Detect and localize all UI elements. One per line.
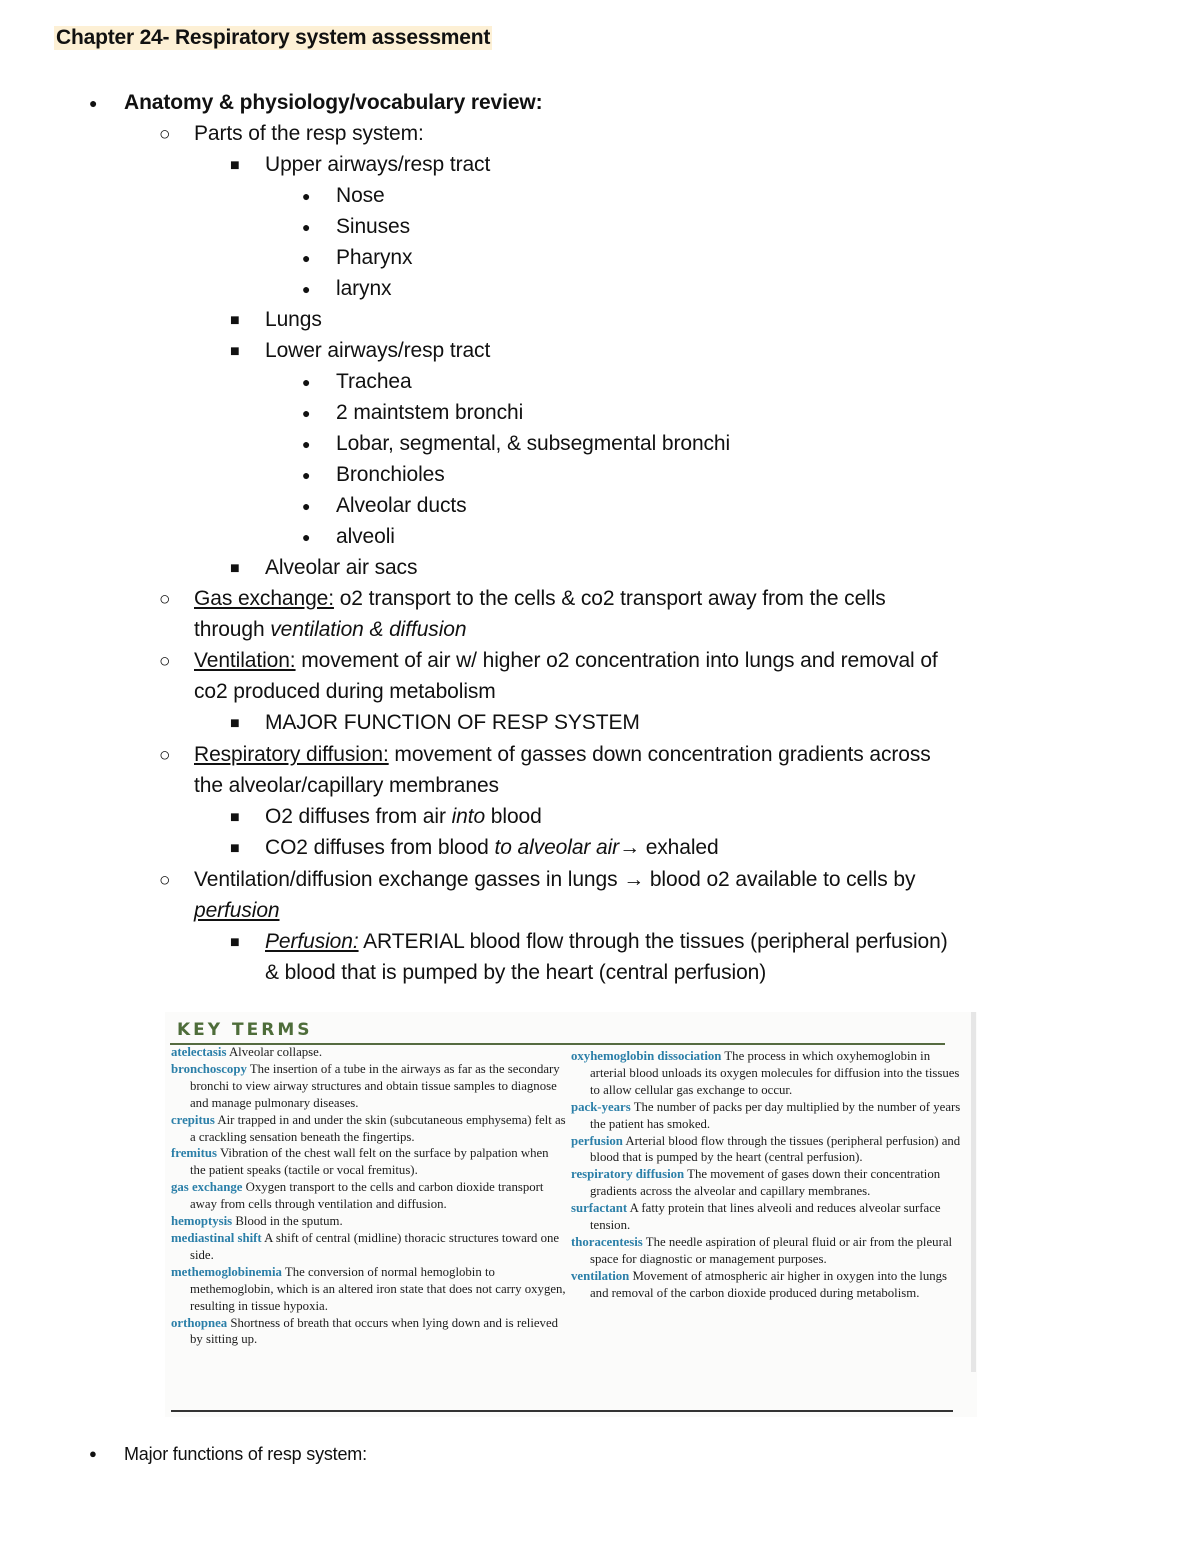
diffusion-term: Respiratory diffusion: [194,743,389,766]
alveolar-sacs-label: Alveolar air sacs [265,556,418,579]
key-term-definition: Oxygen transport to the cells and carbon dioxide transport away from cells through ventilation and diffusion. [190,1180,544,1212]
key-term-entry [571,1200,966,1234]
list-item: alveoli [336,525,395,548]
bullet-marker: ■ [230,157,240,174]
key-term-entry [171,1061,566,1112]
key-term-entry [571,1133,966,1167]
note-text: blood [485,805,542,828]
key-term-definition: The needle aspiration of pleural fluid or air from the pleural space for diagnostic or management purposes. [590,1234,953,1266]
key-term-entry [571,1099,966,1133]
key-term-definition: A fatty protein that lines alveoli and reduces alveolar surface tension. [590,1201,941,1233]
perfusion-word: perfusion [194,899,280,922]
note-emphasis: into [451,805,486,828]
note-text: O2 diffuses from air [265,805,452,828]
list-item: Nose [336,184,385,207]
definition-text: ARTERIAL blood flow through the tissues (peripheral perfusion) [358,930,948,953]
key-term-definition: The insertion of a tube in the airways as far as the secondary bronchi to view airway structures and obtain tissue samples to diagnose and manage pulmonary diseases. [190,1061,560,1110]
key-term-definition: Blood in the sputum. [235,1214,343,1229]
bullet-marker: ● [89,1446,97,1461]
bullet-marker: ○ [159,124,171,145]
list-item: Sinuses [336,215,411,238]
key-term-word: surfactant [571,1201,628,1216]
bullet-marker: ■ [230,312,240,329]
key-term-entry [171,1179,566,1213]
major-functions-label: Major functions of resp system: [124,1444,367,1464]
bullet-marker: ● [302,405,311,421]
bullet-marker: ○ [159,651,171,672]
list-item: 2 maintstem bronchi [336,401,524,424]
key-term-entry [171,1044,566,1061]
bullet-marker: ○ [159,589,171,610]
key-term-entry [571,1268,966,1302]
ventilation-definition-cont: co2 produced during metabolism [194,680,496,703]
page-title: Chapter 24- Respiratory system assessment [56,26,491,49]
gas-exchange-term: Gas exchange: [194,587,334,610]
bullet-marker: ● [302,188,311,204]
key-term-entry [171,1112,566,1146]
key-terms-right-column [571,1048,966,1302]
key-term-entry [171,1213,566,1230]
section-heading: Anatomy & physiology/vocabulary review: [124,91,543,114]
perfusion-term: Perfusion: [265,930,359,953]
key-term-word: respiratory diffusion [571,1167,685,1182]
bullet-marker: ■ [230,840,240,857]
key-terms-heading: KEY TERMS [177,1020,313,1040]
key-term-definition: The movement of gases down their concentration gradients across the alveolar and capillary membranes. [590,1167,941,1199]
gas-exchange-definition [194,583,886,614]
o2-diffusion-note [265,801,542,832]
key-term-word: bronchoscopy [171,1061,247,1076]
key-term-word: ventilation [571,1268,630,1283]
key-term-definition: Alveolar collapse. [228,1045,323,1059]
key-term-word: oxyhemoglobin dissociation [571,1049,722,1063]
key-term-entry [571,1234,966,1268]
definition-text: o2 transport to the cells & co2 transport away from the cells [333,587,886,610]
bullet-marker: ■ [230,715,240,732]
note-emphasis: to alveolar air [494,836,620,859]
bullet-marker: ● [302,467,311,483]
note-text: → exhaled [619,836,719,859]
list-item: larynx [336,277,392,300]
key-term-word: hemoptysis [171,1214,233,1229]
list-item: Pharynx [336,246,413,269]
lower-airways-label: Lower airways/resp tract [265,339,491,362]
bullet-marker: ■ [230,560,240,577]
diffusion-definition [194,739,931,770]
bullet-marker: ○ [159,745,171,766]
key-term-word: fremitus [171,1146,217,1161]
gas-exchange-definition-cont [194,614,466,645]
perfusion-definition-cont: & blood that is pumped by the heart (central perfusion) [265,961,767,984]
list-item: Trachea [336,370,412,393]
major-function-note: MAJOR FUNCTION OF RESP SYSTEM [265,711,640,734]
key-term-definition: A shift of central (midline) thoracic structures toward one side. [190,1230,560,1262]
key-term-definition: The number of packs per day multiplied by the number of years the patient has smoked. [590,1099,961,1131]
scan-edge [971,1012,976,1372]
key-term-word: pack-years [571,1099,631,1114]
key-term-entry [571,1166,966,1200]
key-term-definition: Air trapped in and under the skin (subcutaneous emphysema) felt as a crackling sensation beneath the fingertips. [190,1112,566,1144]
co2-diffusion-note [265,832,719,863]
key-term-word: atelectasis [171,1045,227,1059]
key-term-definition: Arterial blood flow through the tissues (peripheral perfusion) and blood that is pumped by the heart (central perfusion). [590,1133,961,1165]
bullet-marker: ● [302,281,311,297]
bullet-marker: ● [302,498,311,514]
key-terms-left-column [171,1044,566,1348]
bullet-marker: ● [302,250,311,266]
key-term-entry [171,1230,566,1264]
key-term-entry [571,1048,966,1099]
definition-text: through [194,618,271,641]
parts-label: Parts of the resp system: [194,122,424,145]
key-term-word: thoracentesis [571,1234,643,1249]
bullet-marker: ■ [230,934,240,951]
key-term-word: methemoglobinemia [171,1264,282,1279]
key-term-definition: Movement of atmospheric air higher in oxygen into the lungs and removal of the carbon dioxide produced during metabolism. [590,1268,948,1300]
divider [171,1410,953,1412]
key-term-word: perfusion [571,1133,623,1148]
bullet-marker: ● [302,529,311,545]
bullet-marker: ■ [230,809,240,826]
key-term-word: crepitus [171,1112,215,1127]
ventilation-definition [194,645,938,676]
bullet-marker: ● [89,95,98,111]
bullet-marker: ● [302,219,311,235]
key-term-entry [171,1315,566,1349]
key-term-word: gas exchange [171,1180,243,1195]
perfusion-definition [265,926,948,957]
key-term-word: mediastinal shift [171,1230,262,1245]
ventilation-term: Ventilation: [194,649,296,672]
key-term-definition: The conversion of normal hemoglobin to methemoglobin, which is an altered iron state that does not carry oxygen, resulting in tissue hypoxia. [190,1264,566,1313]
list-item: Bronchioles [336,463,445,486]
definition-text: movement of air w/ higher o2 concentration into lungs and removal of [295,649,938,672]
bullet-marker: ● [302,436,311,452]
key-term-definition: Vibration of the chest wall felt on the surface by palpation when the patient speaks (tactile or vocal fremitus). [190,1146,549,1178]
key-term-entry [171,1145,566,1179]
list-item: Alveolar ducts [336,494,467,517]
vent-diffusion-line: Ventilation/diffusion exchange gasses in lungs → blood o2 available to cells by [194,868,916,891]
key-terms-image [165,1012,977,1417]
lungs-label: Lungs [265,308,322,331]
note-text: CO2 diffuses from blood [265,836,495,859]
diffusion-definition-cont: the alveolar/capillary membranes [194,774,499,797]
key-term-entry [171,1264,566,1315]
upper-airways-label: Upper airways/resp tract [265,153,491,176]
definition-text: movement of gasses down concentration gradients across [388,743,931,766]
key-term-word: orthopnea [171,1315,228,1330]
key-term-definition: The process in which oxyhemoglobin in arterial blood unloads its oxygen molecules for diffusion into the tissues to allow cellular gas exchange to occur. [590,1049,960,1097]
bullet-marker: ● [302,374,311,390]
bullet-marker: ■ [230,343,240,360]
list-item: Lobar, segmental, & subsegmental bronchi [336,432,731,455]
key-term-definition: Shortness of breath that occurs when lying down and is relieved by sitting up. [190,1315,559,1347]
bullet-marker: ○ [159,870,171,891]
definition-emphasis: ventilation & diffusion [270,618,467,641]
